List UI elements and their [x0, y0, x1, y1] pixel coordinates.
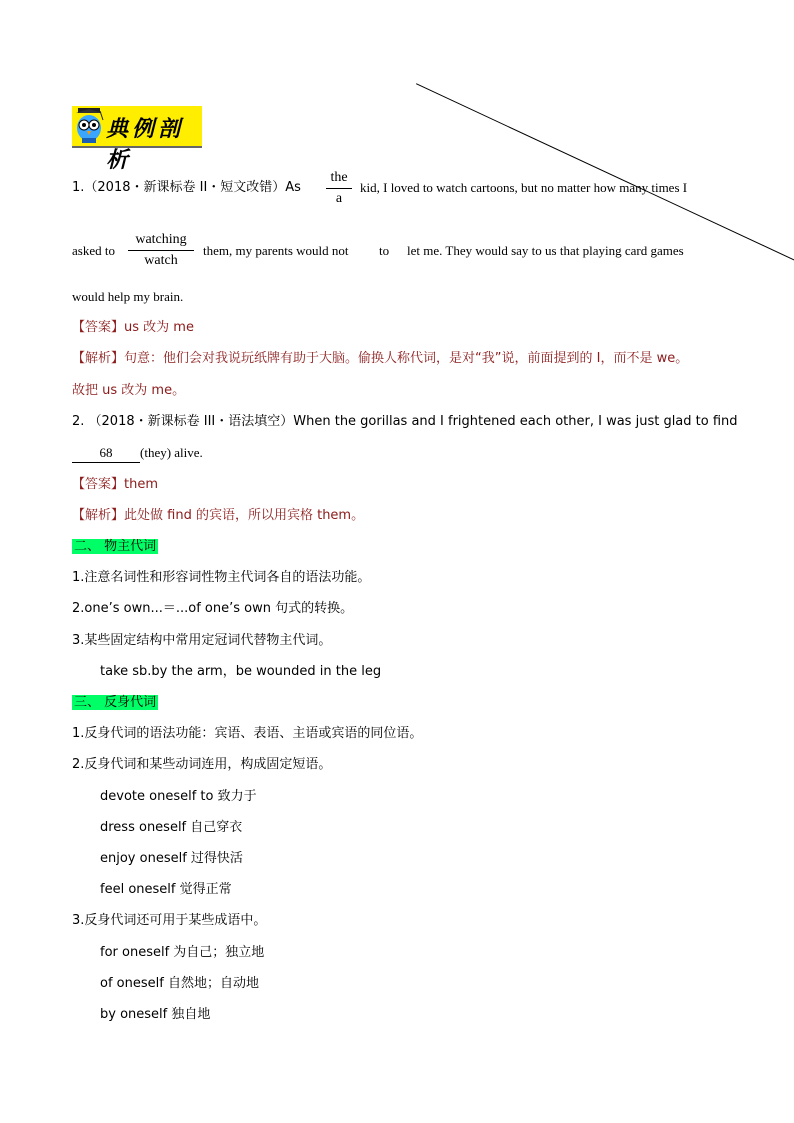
phrase: of oneself 自然地；自动地 [100, 976, 259, 991]
answer-text: us 改为 me [124, 320, 194, 335]
section-banner [72, 106, 202, 173]
phrase: feel oneself 觉得正常 [100, 882, 232, 897]
correction-the-a [326, 170, 352, 207]
phrase: enjoy oneself 过得快活 [100, 851, 243, 866]
q1-line2-end: let me. They would say to us that playing card games [407, 243, 684, 258]
q2-line1: 2. （2018・新课标卷 III・语法填空）When the gorillas and I frightened each other, I was just glad to find [72, 414, 738, 429]
correction-top: the [330, 170, 348, 185]
correction-bottom: a [335, 191, 343, 206]
fill-blank: 68 [72, 444, 140, 463]
q1-answer [72, 319, 194, 337]
section-heading-reflexive [72, 694, 158, 712]
section3-item: 1.反身代词的语法功能：宾语、表语、主语或宾语的同位语。 [72, 726, 423, 741]
q1-analysis-cont: 故把 us 改为 me。 [72, 383, 186, 398]
q1-line2-mid: them, my parents would not [203, 243, 349, 258]
q2-line2-tail: (they) alive. [140, 445, 203, 460]
answer-label: 【答案】 [72, 320, 125, 335]
q1-line2-start: asked to [72, 243, 115, 258]
owl-teacher-icon [74, 108, 104, 144]
section2-item: 2.one’s own...＝...of one’s own 句式的转换。 [72, 601, 354, 616]
q1-analysis [72, 350, 688, 368]
q2-analysis [72, 507, 364, 525]
answer-label: 【答案】 [72, 477, 125, 492]
analysis-text: 句意：他们会对我说玩纸牌有助于大脑。偷换人称代词，是对“我”说，前面提到的 I，而不是 we。 [124, 351, 689, 366]
section2-item: 3.某些固定结构中常用定冠词代替物主代词。 [72, 633, 332, 648]
analysis-label: 【解析】 [72, 351, 125, 366]
analysis-text: 此处做 find 的宾语，所以用宾格 them。 [124, 508, 365, 523]
banner-title: 典例剖析 [106, 116, 185, 173]
q2-line2 [72, 444, 203, 463]
answer-text: them [124, 477, 159, 492]
correction-bottom: watch [144, 253, 178, 268]
q1-line3: would help my brain. [72, 289, 184, 304]
section3-item: 2.反身代词和某些动词连用，构成固定短语。 [72, 757, 332, 772]
phrase: dress oneself 自己穿衣 [100, 820, 243, 835]
section-heading-possessive [72, 538, 158, 556]
heading-text: 二、 物主代词 [74, 539, 157, 554]
struck-word: to [379, 242, 794, 260]
phrase: by oneself 独自地 [100, 1007, 211, 1022]
heading-text: 三、 反身代词 [74, 695, 157, 710]
section2-item: 1.注意名词性和形容词性物主代词各自的语法功能。 [72, 570, 371, 585]
q1-line1-start: 1.（2018・新课标卷 II・短文改错）As [72, 180, 301, 195]
correction-watching-watch [128, 232, 194, 269]
q1-line1-end: kid, I loved to watch cartoons, but no matter how many times I [360, 180, 688, 195]
section2-example: take sb.by the arm，be wounded in the leg [100, 664, 382, 679]
analysis-label: 【解析】 [72, 508, 125, 523]
correction-top: watching [135, 232, 187, 247]
section3-item: 3.反身代词还可用于某些成语中。 [72, 913, 267, 928]
q2-answer [72, 476, 158, 494]
phrase: devote oneself to 致力于 [100, 789, 257, 804]
phrase: for oneself 为自己；独立地 [100, 945, 265, 960]
